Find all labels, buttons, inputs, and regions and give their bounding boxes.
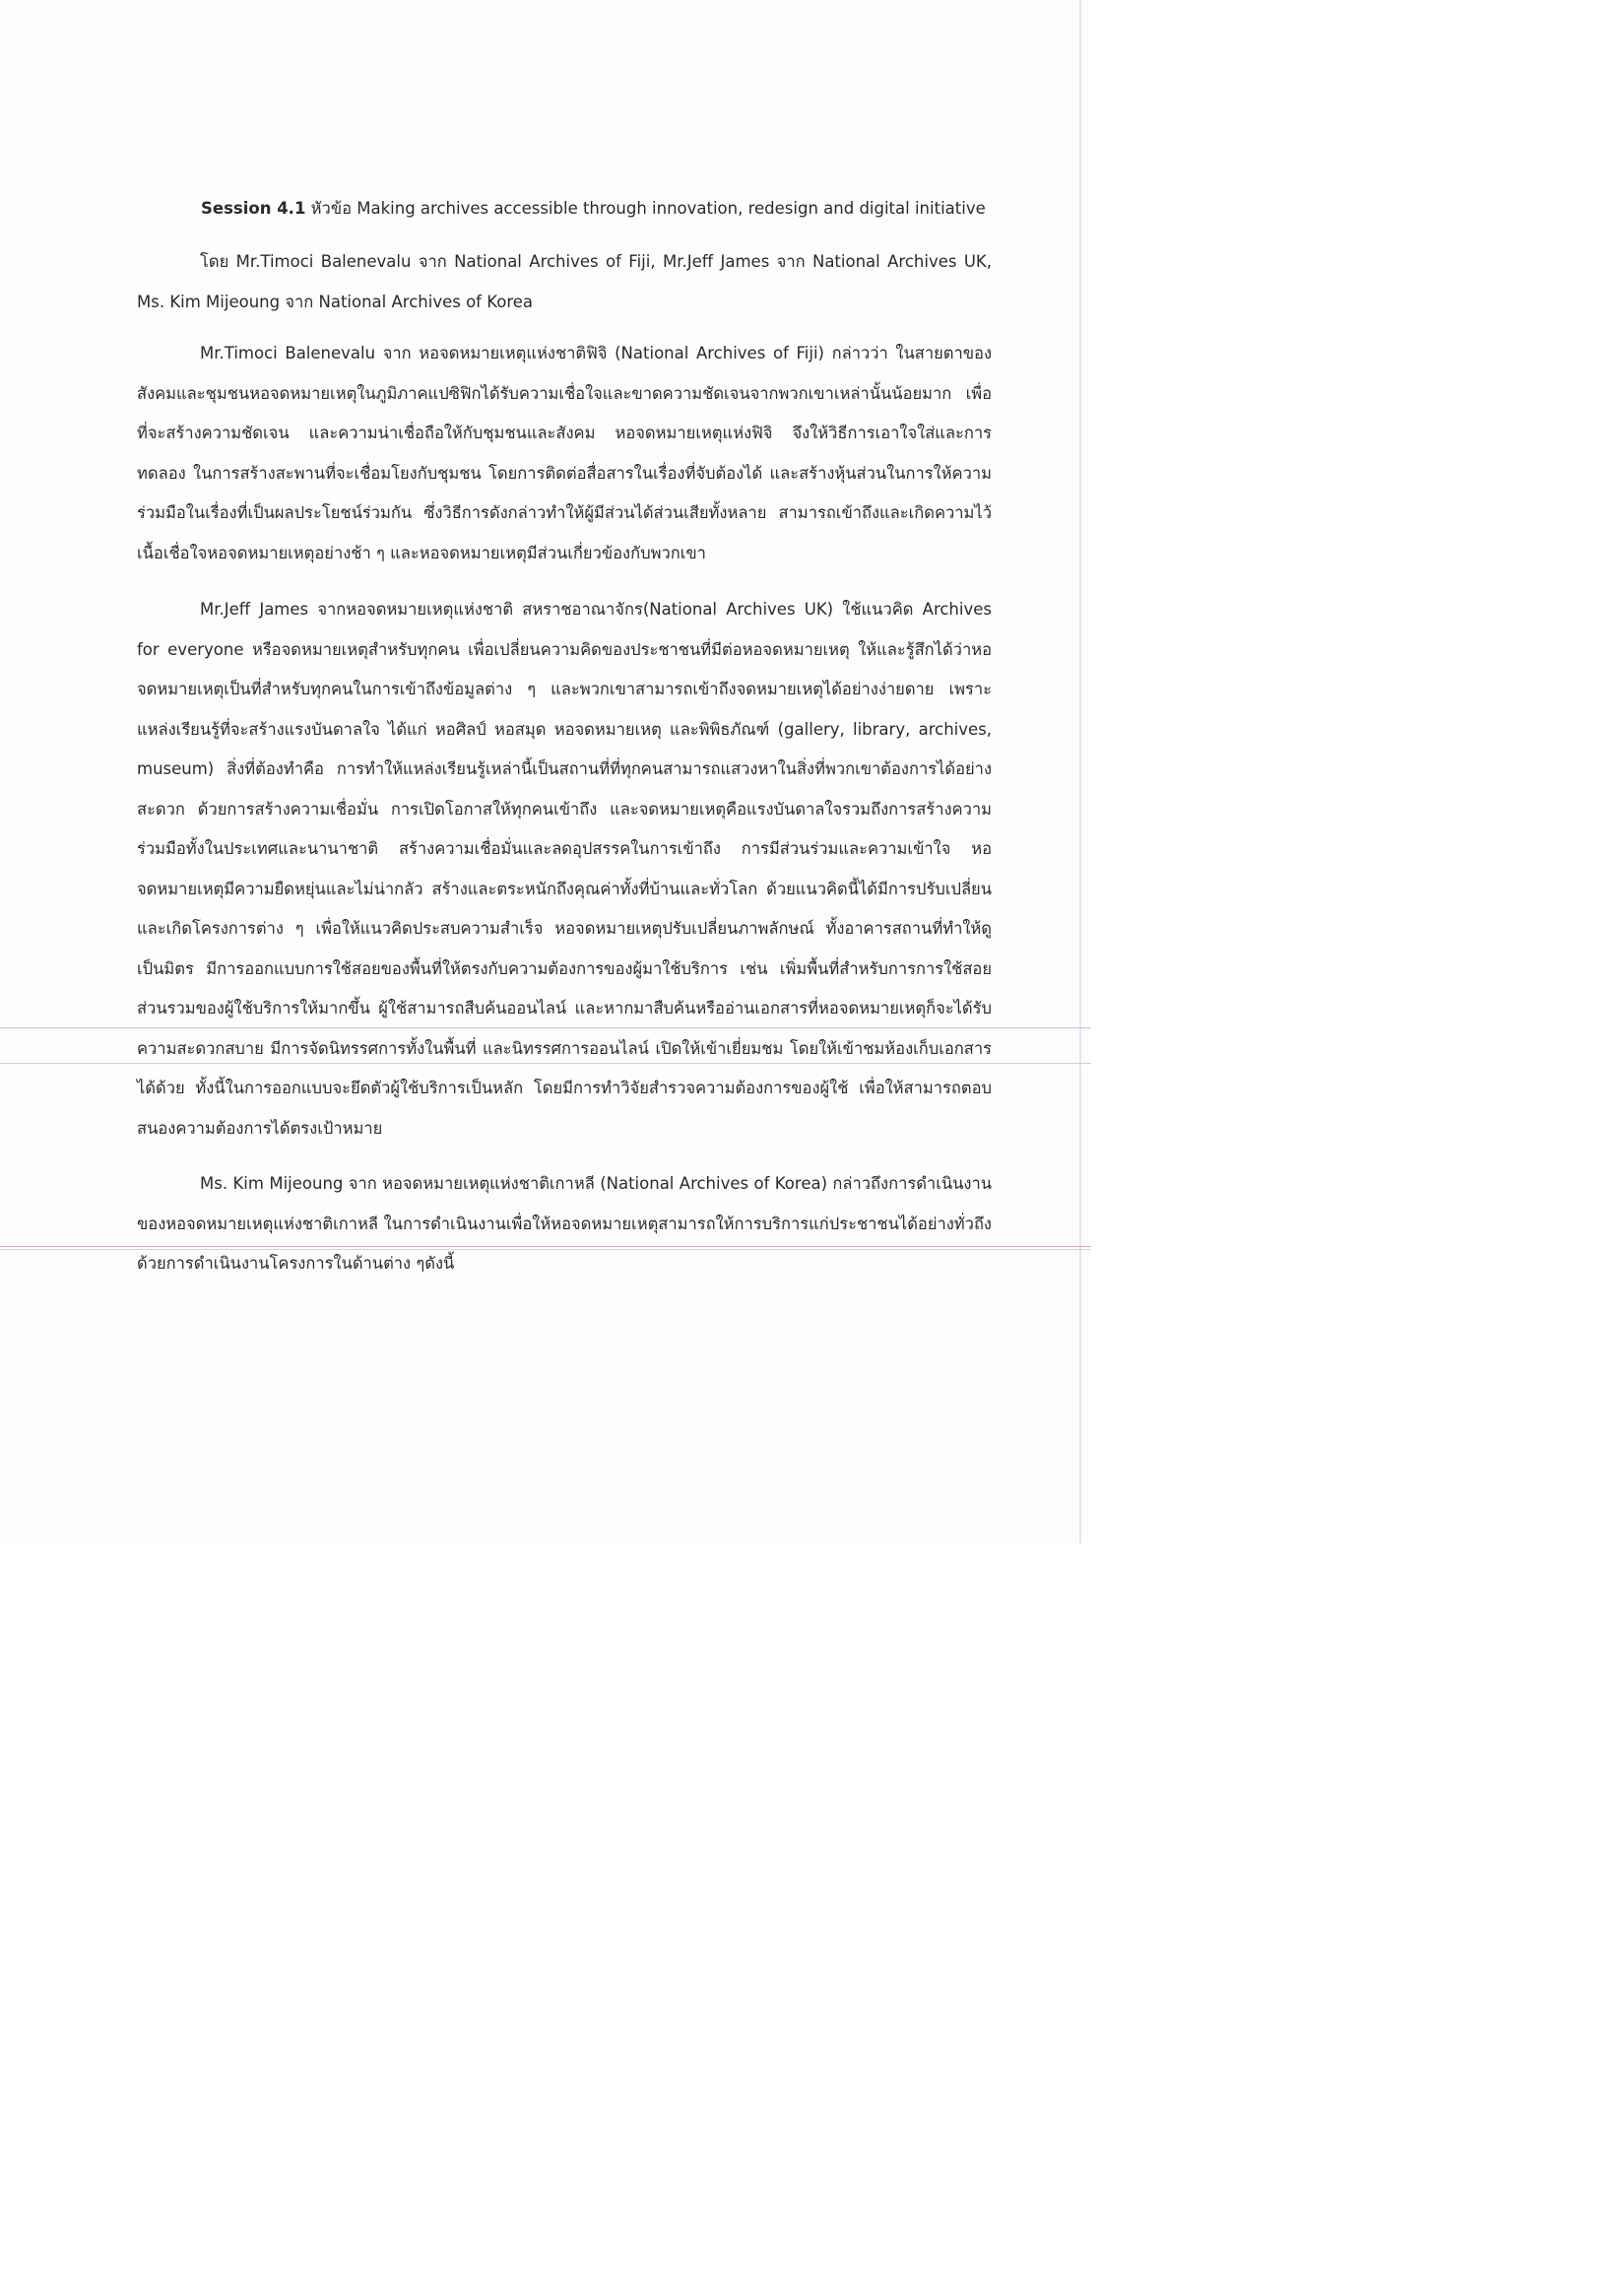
session-title: หัวข้อ Making archives accessible through innovation, redesign and digital initiative (305, 199, 986, 218)
session-number: Session 4.1 (201, 199, 306, 218)
paragraph-korea: Ms. Kim Mijeoung จาก หอจดหมายเหตุแห่งชาติเกาหลี (National Archives of Korea) กล่าวถึงการดำเนินงานของหอจดหมายเหตุแห่งชาติเกาหลี ในการดำเนินงานเพื่อให้หอจดหมายเหตุสามารถให้การบริการแก่ประชาชนได้อย่างทั่วถึง ด้วยการดำเนินงานโครงการในด้านต่าง ๆดังนี้ (137, 1174, 992, 1273)
page-edge-shadow (1079, 0, 1081, 1543)
paragraph-korea-block (137, 1164, 992, 1284)
paragraph-uk-block (137, 590, 992, 1148)
session-heading (201, 189, 989, 229)
speakers-block (137, 242, 992, 322)
paragraph-fiji-block (137, 334, 992, 573)
speakers-paragraph: โดย Mr.Timoci Balenevalu จาก National Archives of Fiji, Mr.Jeff James จาก National Archives UK, Ms. Kim Mijeoung จาก National Archives of Korea (137, 252, 992, 311)
paragraph-uk: Mr.Jeff James จากหอจดหมายเหตุแห่งชาติ สหราชอาณาจักร(National Archives UK) ใช้แนวคิด Archives for everyone หรือจดหมายเหตุสำหรับทุกคน เพื่อเปลี่ยนความคิดของประชาชนที่มีต่อหอจดหมายเหตุ ให้และรู้สึกได้ว่าหอจดหมายเหตุเป็นที่สำหรับทุกคนในการเข้าถึงข้อมูลต่าง ๆ และพวกเขาสามารถเข้าถึงจดหมายเหตุได้อย่างง่ายดาย เพราะแหล่งเรียนรู้ที่จะสร้างแรงบันดาลใจ ได้แก่ หอศิลป์ หอสมุด หอจดหมายเหตุ และพิพิธภัณฑ์ (gallery, library, archives, museum) สิ่งที่ต้องทำคือ การทำให้แหล่งเรียนรู้เหล่านี้เป็นสถานที่ที่ทุกคนสามารถแสวงหาในสิ่งที่พวกเขาต้องการได้อย่างสะดวก ด้วยการสร้างความเชื่อมั่น การเปิดโอกาสให้ทุกคนเข้าถึง และจดหมายเหตุคือแรงบันดาลใจรวมถึงการสร้างความร่วมมือทั้งในประเทศและนานาชาติ สร้างความเชื่อมั่นและลดอุปสรรคในการเข้าถึง การมีส่วนร่วมและความเข้าใจ หอจดหมายเหตุมีความยืดหยุ่นและไม่น่ากลัว สร้างและตระหนักถึงคุณค่าทั้งที่บ้านและทั่วโลก ด้วยแนวคิดนี้ได้มีการปรับเปลี่ยน และเกิดโครงการต่าง ๆ เพื่อให้แนวคิดประสบความสำเร็จ หอจดหมายเหตุปรับเปลี่ยนภาพลักษณ์ ทั้งอาคารสถานที่ทำให้ดูเป็นมิตร มีการออกแบบการใช้สอยของพื้นที่ให้ตรงกับความต้องการของผู้มาใช้บริการ เช่น เพิ่มพื้นที่สำหรับการการใช้สอยส่วนรวมของผู้ใช้บริการให้มากขึ้น ผู้ใช้สามารถสืบค้นออนไลน์ และหากมาสืบค้นหรืออ่านเอกสารที่หอจดหมายเหตุก็จะได้รับความสะดวกสบาย มีการจัดนิทรรศการทั้งในพื้นที่ และนิทรรศการออนไลน์ เปิดให้เข้าเยี่ยมชม โดยให้เข้าชมห้องเก็บเอกสารได้ด้วย ทั้งนี้ในการออกแบบจะยึดตัวผู้ใช้บริการเป็นหลัก โดยมีการทำวิจัยสำรวจความต้องการของผู้ใช้ เพื่อให้สามารถตอบสนองความต้องการได้ตรงเป้าหมาย (137, 600, 992, 1138)
document-page (0, 0, 1091, 1543)
paragraph-fiji: Mr.Timoci Balenevalu จาก หอจดหมายเหตุแห่งชาติฟิจิ (National Archives of Fiji) กล่าวว่า ในสายตาของสังคมและชุมชนหอจดหมายเหตุในภูมิภาคแปซิฟิกได้รับความเชื่อใจและขาดความชัดเจนจากพวกเขาเหล่านั้นน้อยมาก เพื่อที่จะสร้างความชัดเจน และความน่าเชื่อถือให้กับชุมชนและสังคม หอจดหมายเหตุแห่งฟิจิ จึงให้วิธีการเอาใจใส่และการทดลอง ในการสร้างสะพานที่จะเชื่อมโยงกับชุมชน โดยการติดต่อสื่อสารในเรื่องที่จับต้องได้ และสร้างหุ้นส่วนในการให้ความร่วมมือในเรื่องที่เป็นผลประโยชน์ร่วมกัน ซึ่งวิธีการดังกล่าวทำให้ผู้มีส่วนได้ส่วนเสียทั้งหลาย สามารถเข้าถึงและเกิดความไว้เนื้อเชื่อใจหอจดหมายเหตุอย่างช้า ๆ และหอจดหมายเหตุมีส่วนเกี่ยวข้องกับพวกเขา (137, 344, 992, 562)
